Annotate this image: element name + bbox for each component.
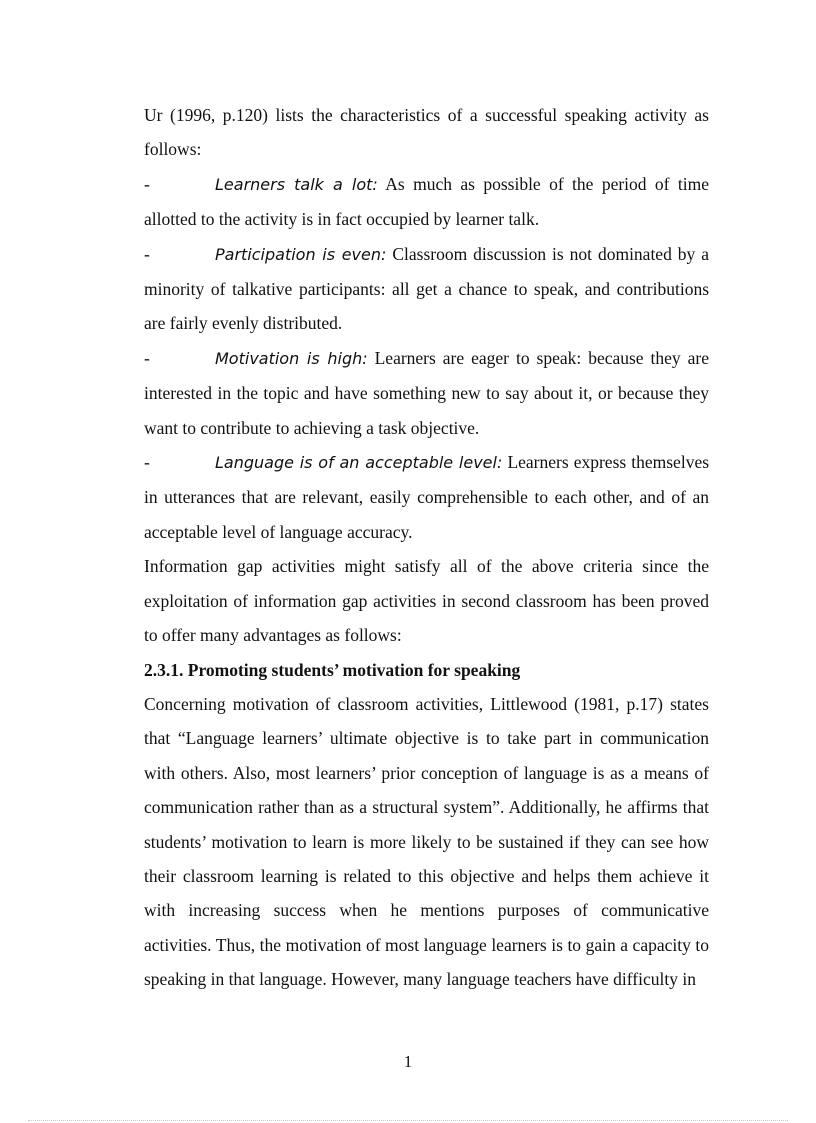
bullet-dash: -	[144, 243, 150, 264]
section-heading: 2.3.1. Promoting students’ motivation for speaking	[144, 659, 521, 680]
page-number: 1	[403, 1052, 413, 1071]
bullet-participation	[144, 237, 709, 341]
bullet-term: Language is of an acceptable level:	[215, 453, 503, 473]
section-body-paragraph: Concerning motivation of classroom activities, Littlewood (1981, p.17) states that “Language learners’ ultimate objective is to take part in communication with others. Also, most learners’ prior conception of language is as a means of communication rather than as a structural system”. Additionally, he affirms that students’ motivation to learn is more likely to be sustained if they can see how their classroom learning is related to this objective and helps them achieve it with increasing success when he mentions purposes of communicative activities. Thus, the motivation of most language learners is to gain a capacity to speaking in that language. However, many language teachers have difficulty in	[144, 693, 709, 990]
bullet-text: Learners express themselves in utterances that are relevant, easily comprehensible to each other, and of an acceptable level of language accuracy.	[144, 452, 710, 542]
page-bottom-divider	[28, 1120, 788, 1121]
bullet-language-level	[144, 445, 709, 549]
bullet-motivation	[144, 341, 709, 445]
intro-paragraph: Ur (1996, p.120) lists the characteristics of a successful speaking activity as follows:	[144, 105, 709, 160]
bullet-term: Learners talk a lot:	[215, 174, 378, 194]
bullet-text: As much as possible of the period of time allotted to the activity is in fact occupied by learner talk.	[144, 173, 709, 230]
bullet-dash: -	[144, 452, 150, 473]
bullet-term: Motivation is high:	[215, 348, 368, 368]
bullet-talk-a-lot	[144, 167, 709, 237]
bullet-text: Learners are eager to speak: because they are interested in the topic and have something new to say about it, or because they want to contribute to achieving a task objective.	[144, 347, 709, 438]
bullet-text: Classroom discussion is not dominated by a minority of talkative participants: all get a chance to speak, and contributions are fairly evenly distributed.	[144, 243, 709, 334]
info-gap-paragraph: Information gap activities might satisfy all of the above criteria since the exploitation of information gap activities in second classroom has been proved to offer many advantages as follows:	[144, 556, 709, 646]
page-body	[144, 98, 709, 997]
bullet-term: Participation is even:	[215, 244, 387, 264]
bullet-dash: -	[144, 173, 150, 194]
bullet-dash: -	[144, 347, 150, 368]
